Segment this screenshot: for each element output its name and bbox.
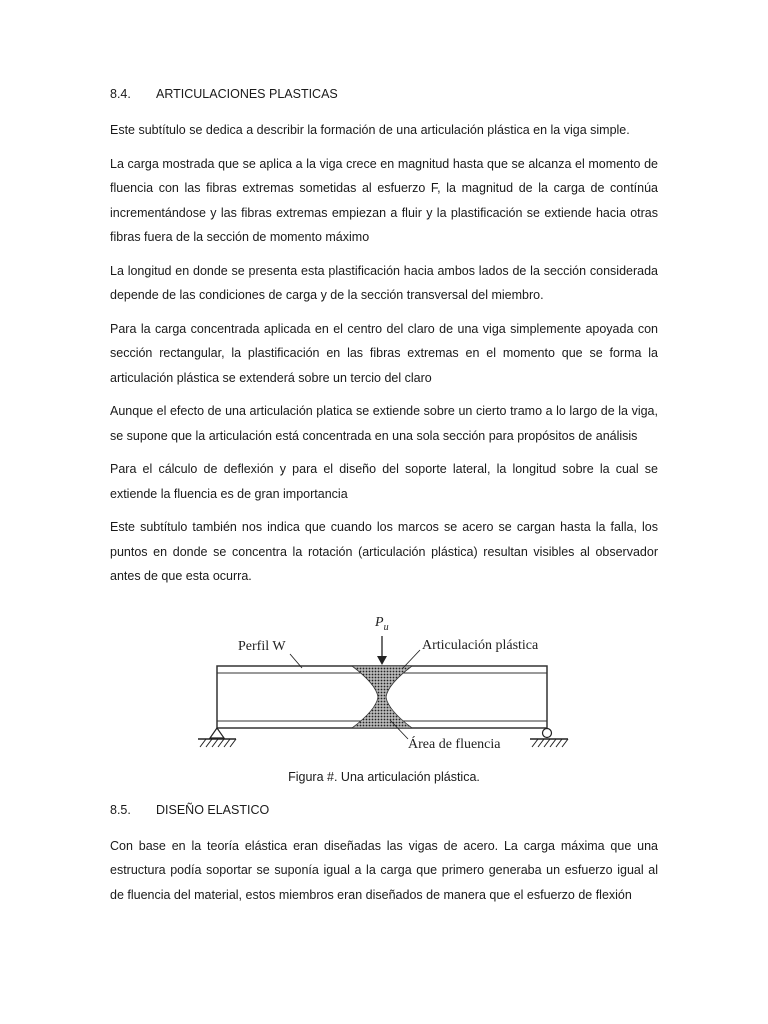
section-number: 8.4. <box>110 87 131 101</box>
section-heading-8-4 <box>110 84 658 104</box>
paragraph: Este subtítulo también nos indica que cuando los marcos se acero se cargan hasta la falla, los puntos en donde se concentra la rotación (articulación plástica) resultan visibles al observador antes de que esta ocurra. <box>110 520 658 583</box>
load-label: $P_u$ <box>375 614 389 633</box>
figure-caption: Figura #. Una articulación plástica. <box>288 769 480 784</box>
paragraph: Este subtítulo se dedica a describir la formación de una articulación plástica en la viga simple. <box>110 123 630 137</box>
paragraph: La carga mostrada que se aplica a la viga crece en magnitud hasta que se alcanza el momento de fluencia con las fibras extremas sometidas al esfuerzo F, la magnitud de la carga de contínúa incrementándose y las fibras extremas empiezan a fluir y la plastificación se extiende hacia otras fibras fuera de la sección de momento máximo <box>110 156 658 244</box>
yield-area-label: Área de fluencia <box>408 736 501 752</box>
beam-label: Perfil W <box>238 638 286 654</box>
roller-support <box>530 728 568 747</box>
document-content <box>110 84 658 916</box>
pin-support <box>198 728 236 747</box>
paragraph: Para la carga concentrada aplicada en el centro del claro de una viga simplemente apoyada con sección rectangular, la plastificación en las fibras extremas en el momento que se forma la articulación plástica se extenderá sobre un tercio del claro <box>110 321 658 385</box>
plastic-hinge-figure <box>110 598 658 758</box>
load-arrow <box>377 636 387 665</box>
section-heading-8-5 <box>110 800 658 820</box>
plastic-hinge-diagram <box>110 598 658 758</box>
section-number: 8.5. <box>110 802 131 817</box>
hinge-label: Articulación plástica <box>422 637 539 653</box>
section-title: ARTICULACIONES PLASTICAS <box>156 87 338 101</box>
paragraph: Con base en la teoría elástica eran diseñadas las vigas de acero. La carga máxima que una estructura podía soportar se suponía igual a la carga que primero generaba un esfuerzo igual al de fluencia del material, estos miembros eran diseñados de manera que el esfuerzo de flexión <box>110 838 658 902</box>
paragraph: Aunque el efecto de una articulación platica se extiende sobre un cierto tramo a lo largo de la viga, se supone que la articulación está concentrada en una sola sección para propósitos de análisis <box>110 404 658 443</box>
paragraph: Para el cálculo de deflexión y para el diseño del soporte lateral, la longitud sobre la cual se extiende la fluencia es de gran importancia <box>110 462 658 501</box>
paragraph: La longitud en donde se presenta esta plastificación hacia ambos lados de la sección considerada depende de las condiciones de carga y de la sección transversal del miembro. <box>110 263 658 302</box>
section-title: DISEÑO ELASTICO <box>156 802 270 817</box>
